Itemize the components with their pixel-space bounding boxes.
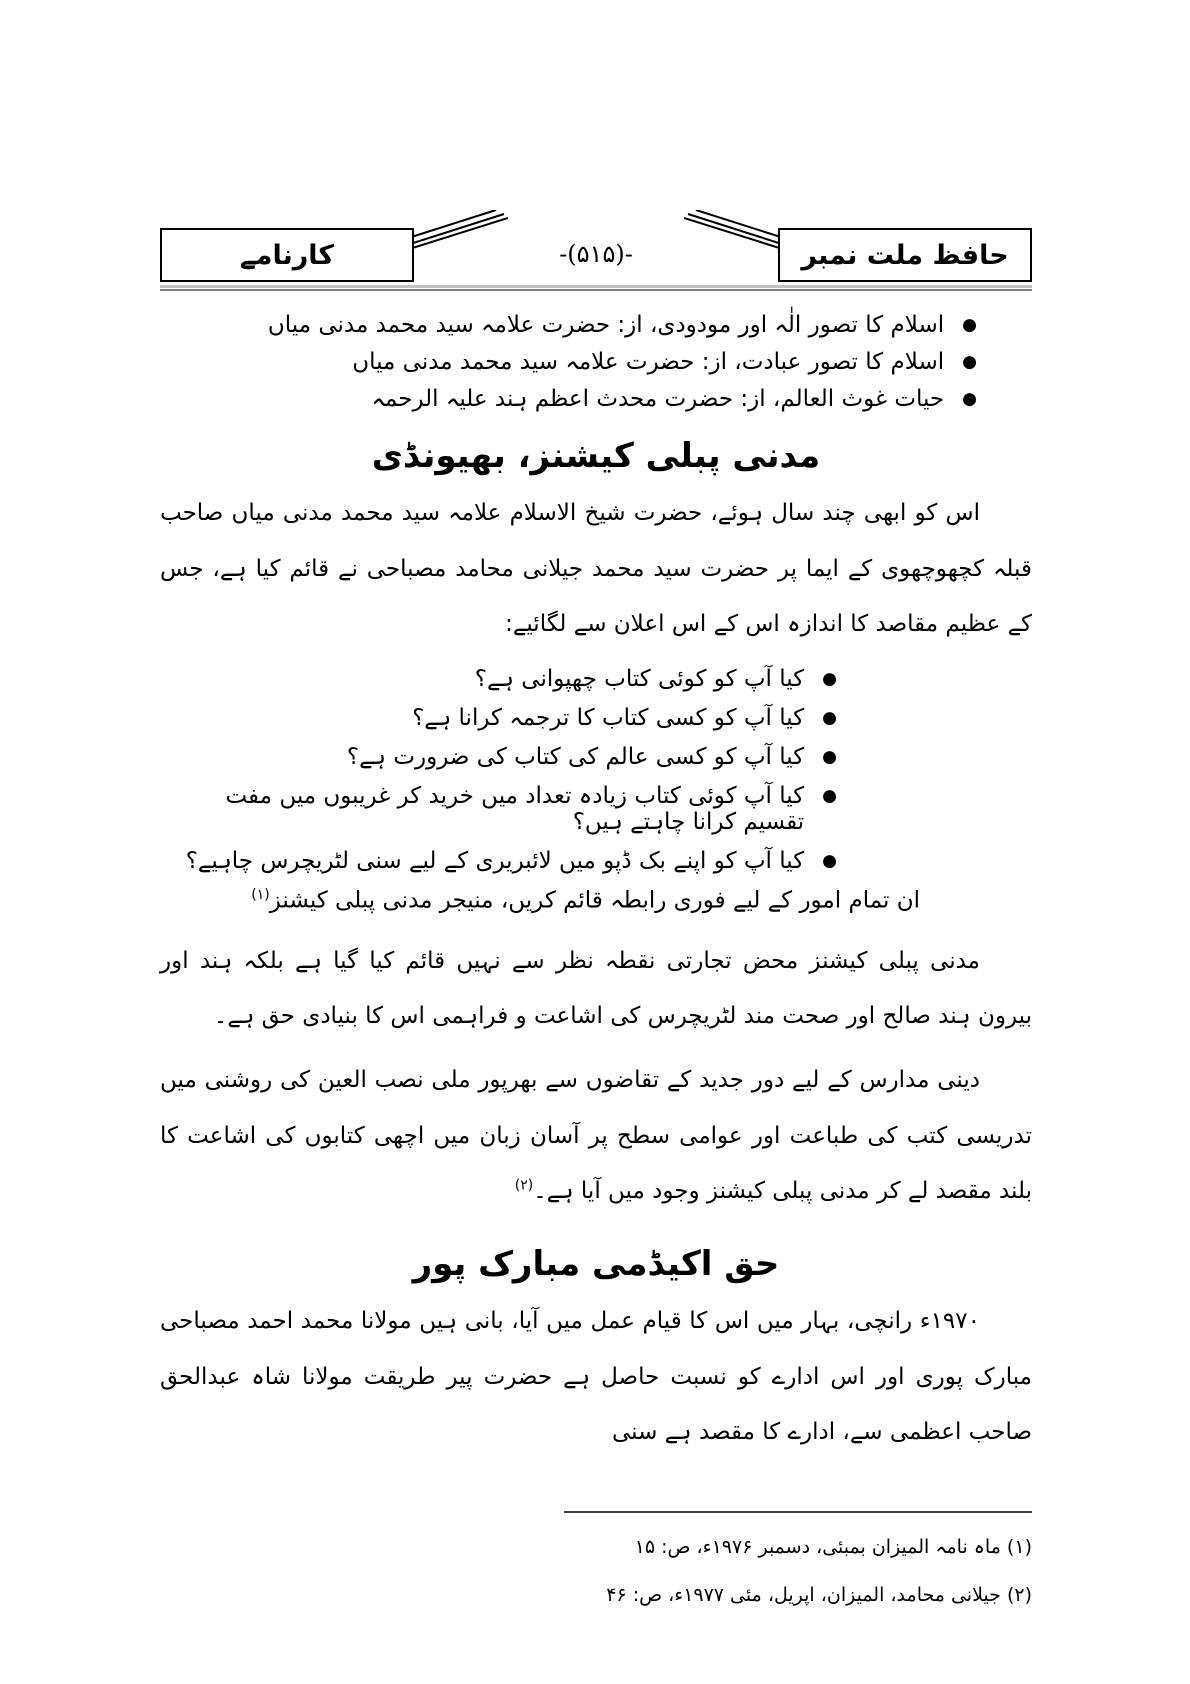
bullet-icon: ● (962, 352, 977, 372)
question-text: کیا آپ کو اپنے بک ڈپو میں لائبریری کے لیے سنی لٹریچرس چاہیے؟ (185, 847, 805, 874)
list-item (160, 848, 837, 874)
paragraph-madani-purpose (160, 1053, 1032, 1220)
paragraph-madani-mission (160, 934, 1032, 1045)
header-right-label: حافظ ملت نمبر (801, 239, 1009, 271)
page-content (160, 220, 1032, 1625)
footnote-2: (۲) جیلانی محامد، المیزان، اپریل، مئی ۱۹۷۷ء، ص: ۴۶ (606, 1583, 1032, 1606)
question-text: کیا آپ کوئی کتاب زیادہ تعداد میں خرید کر غریبوں میں مفت تقسیم کرانا چاہتے ہیں؟ (225, 782, 805, 835)
bullet-icon: ● (822, 707, 837, 728)
footnote-ref-1: (۱) (251, 886, 270, 903)
list-item (160, 312, 977, 338)
question-text: کیا آپ کو کسی عالم کی کتاب کی ضرورت ہے؟ (346, 743, 805, 770)
list-item (160, 386, 977, 412)
question-list (160, 666, 837, 874)
footnote-separator (564, 1511, 1032, 1513)
paragraph-haq-academy (160, 1294, 1032, 1461)
footnote-1: (۱) ماہ نامہ المیزان بمبئی، دسمبر ۱۹۷۶ء، ص: ۱۵ (634, 1535, 1032, 1558)
bullet-icon: ● (822, 785, 837, 806)
paragraph-text: اس کو ابھی چند سال ہوئے، حضرت شیخ الاسلام علامہ سید محمد مدنی میاں صاحب قبلہ کچھوچھوی کے ایما پر حضرت سید محمد جیلانی محامد مصباحی نے قائم کیا ہے، جس کے عظیم مقاصد کا اندازہ اس کے اس اعلان سے لگائیے: (160, 500, 1032, 638)
bullet-icon: ● (962, 389, 977, 409)
bullet-icon: ● (822, 746, 837, 767)
header-right-box (778, 228, 1032, 282)
book-title: اسلام کا تصور الٰہ اور مودودی، از: حضرت علامہ سید محمد مدنی میاں (267, 312, 945, 338)
book-list (160, 312, 977, 412)
page-number: -(۵۱۵)- (559, 240, 633, 268)
header-left-box (160, 228, 414, 282)
question-text: کیا آپ کو کسی کتاب کا ترجمہ کرانا ہے؟ (412, 704, 805, 731)
list-item (160, 666, 837, 692)
footnote-ref-2: (۲) (514, 1177, 534, 1194)
list-item (160, 783, 837, 835)
header-rule (160, 285, 1032, 292)
bullet-icon: ● (822, 850, 837, 871)
paragraph-text: دینی مدارس کے لیے دور جدید کے تقاضوں سے بھرپور ملی نصب العین کی روشنی میں تدریسی کتب کی طباعت اور عوامی سطح پر آسان زبان میں اچھی کتابوں کی اشاعت کا بلند مقصد لے کر مدنی پبلی کیشنز وجود میں آیا ہے۔ (160, 1066, 1032, 1205)
paragraph-text: ۱۹۷۰ء رانچی، بہار میں اس کا قیام عمل میں آیا، بانی ہیں مولانا محمد احمد مصباحی مبارک پوری اور اس ادارے کو نسبت حاصل ہے حضرت پیر طریقت مولانا شاہ عبدالحق صاحب اعظمی سے، ادارے کا مقصد ہے سنی (160, 1307, 1032, 1446)
page-header (160, 220, 1032, 282)
book-title: حیات غوث العالم، از: حضرت محدث اعظم ہند علیہ الرحمہ (371, 386, 945, 412)
header-left-label: کارنامے (239, 239, 335, 271)
list-item (160, 349, 977, 375)
list-item (160, 705, 837, 731)
document-body (160, 312, 1032, 1613)
bullet-icon: ● (822, 668, 837, 689)
section-heading-madani-publications: مدنی پبلی کیشنز، بھیونڈی (371, 436, 821, 476)
paragraph-text: مدنی پبلی کیشنز محض تجارتی نقطہ نظر سے نہیں قائم کیا گیا ہے بلکہ ہند اور بیرون ہند صالح اور صحت مند لٹریچرس کی اشاعت و فراہمی اس کا بنیادی حق ہے۔ (160, 947, 1032, 1030)
bullet-icon: ● (962, 315, 977, 335)
contact-text: ان تمام امور کے لیے فوری رابطہ قائم کریں، منیجر مدنی پبلی کیشنز (269, 887, 920, 914)
contact-line (160, 887, 920, 914)
book-title: اسلام کا تصور عبادت، از: حضرت علامہ سید محمد مدنی میاں (352, 349, 945, 375)
paragraph-madani-intro (160, 486, 1032, 653)
list-item (160, 744, 837, 770)
section-heading-haq-academy: حق اکیڈمی مبارک پور (412, 1243, 780, 1284)
footnotes-block (564, 1511, 1032, 1613)
question-text: کیا آپ کو کوئی کتاب چھپوانی ہے؟ (474, 665, 805, 692)
